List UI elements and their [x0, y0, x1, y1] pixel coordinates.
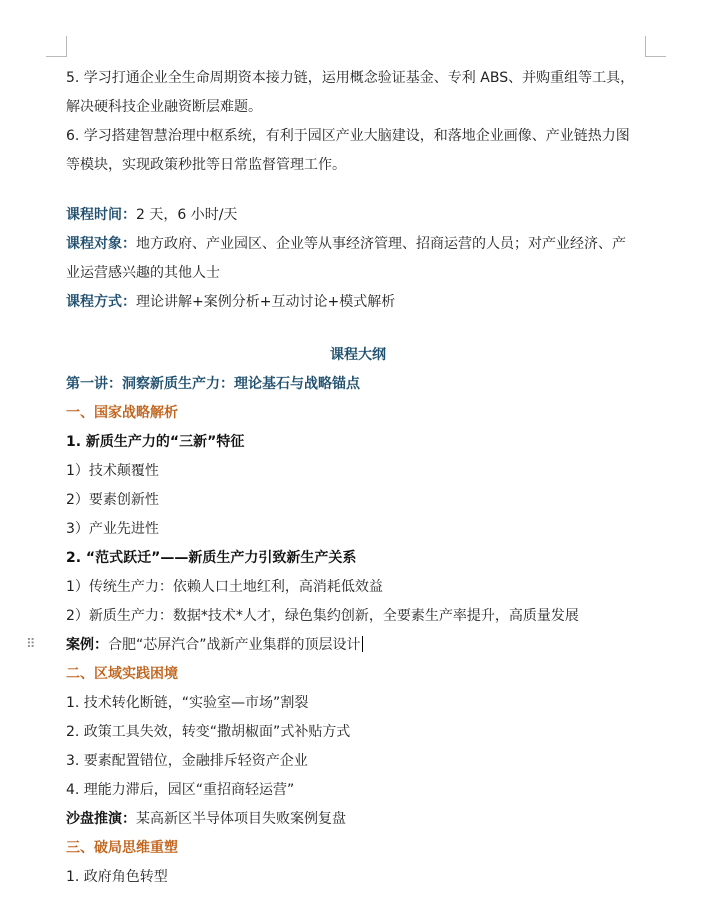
list-item: 1. 政府角色转型 — [66, 869, 168, 885]
course-time — [66, 201, 650, 230]
case-line — [66, 631, 650, 660]
course-time-label: 课程时间： — [66, 207, 136, 223]
course-audience-continued: 业运营感兴趣的其他人士 — [66, 265, 220, 281]
objective-item-6-line-2: 等模块，实现政策秒批等日常监督管理工作。 — [66, 157, 346, 173]
course-time-value: 2 天，6 小时/天 — [136, 207, 238, 223]
text-cursor — [362, 636, 363, 652]
case-label: 案例： — [66, 637, 108, 653]
list-item: 1）传统生产力：依赖人口土地红利，高消耗低效益 — [66, 579, 383, 595]
course-method-value: 理论讲解+案例分析+互动讨论+模式解析 — [136, 294, 396, 310]
course-audience — [66, 230, 650, 259]
course-audience-label: 课程对象： — [66, 236, 136, 252]
objective-item-5-line-2: 解决硬科技企业融资断层难题。 — [66, 99, 262, 115]
outline-title: 课程大纲 — [330, 347, 386, 363]
drag-handle-icon[interactable]: ⠿ — [26, 637, 35, 652]
section-3-heading: 三、破局思维重塑 — [66, 840, 178, 856]
lecture-1-heading: 第一讲：洞察新质生产力：理论基石与战略锚点 — [66, 376, 360, 392]
course-method-label: 课程方式： — [66, 294, 136, 310]
section-1-heading: 一、国家战略解析 — [66, 405, 178, 421]
objective-item-6-line-1: 6. 学习搭建智慧治理中枢系统，有利于园区产业大脑建设，和落地企业画像、产业链热力图 — [66, 128, 630, 144]
list-item: 2）新质生产力：数据*技术*人才，绿色集约创新，全要素生产率提升，高质量发展 — [66, 608, 579, 624]
spacer — [66, 180, 650, 201]
sandbox-value: 某高新区半导体项目失败案例复盘 — [136, 811, 346, 827]
list-item: 1）技术颠覆性 — [66, 463, 159, 479]
list-item: 2）要素创新性 — [66, 492, 159, 508]
sandbox-label: 沙盘推演： — [66, 811, 136, 827]
list-item: 1. 技术转化断链，“实验室—市场”割裂 — [66, 695, 309, 711]
document-body[interactable] — [66, 64, 650, 892]
objective-item-5-line-1: 5. 学习打通企业全生命周期资本接力链，运用概念验证基金、专利 ABS、并购重组等工具， — [66, 70, 635, 86]
sub-2-heading: 2. “范式跃迁”——新质生产力引致新生产关系 — [66, 550, 357, 566]
page-corner-mark-top-left — [46, 36, 67, 57]
page-corner-mark-top-right — [645, 36, 666, 57]
list-item: 2. 政策工具失效，转变“撒胡椒面”式补贴方式 — [66, 724, 351, 740]
course-method — [66, 288, 650, 317]
list-item: 4. 理能力滞后，园区“重招商轻运营” — [66, 782, 295, 798]
list-item: 3）产业先进性 — [66, 521, 159, 537]
course-audience-value: 地方政府、产业园区、企业等从事经济管理、招商运营的人员；对产业经济、产 — [136, 236, 626, 252]
spacer — [66, 317, 650, 341]
sandbox-line — [66, 805, 650, 834]
case-value: 合肥“芯屏汽合”战新产业集群的顶层设计 — [108, 637, 361, 653]
section-2-heading: 二、区域实践困境 — [66, 666, 178, 682]
sub-1-heading: 1. 新质生产力的“三新”特征 — [66, 434, 245, 450]
list-item: 3. 要素配置错位，金融排斥轻资产企业 — [66, 753, 308, 769]
